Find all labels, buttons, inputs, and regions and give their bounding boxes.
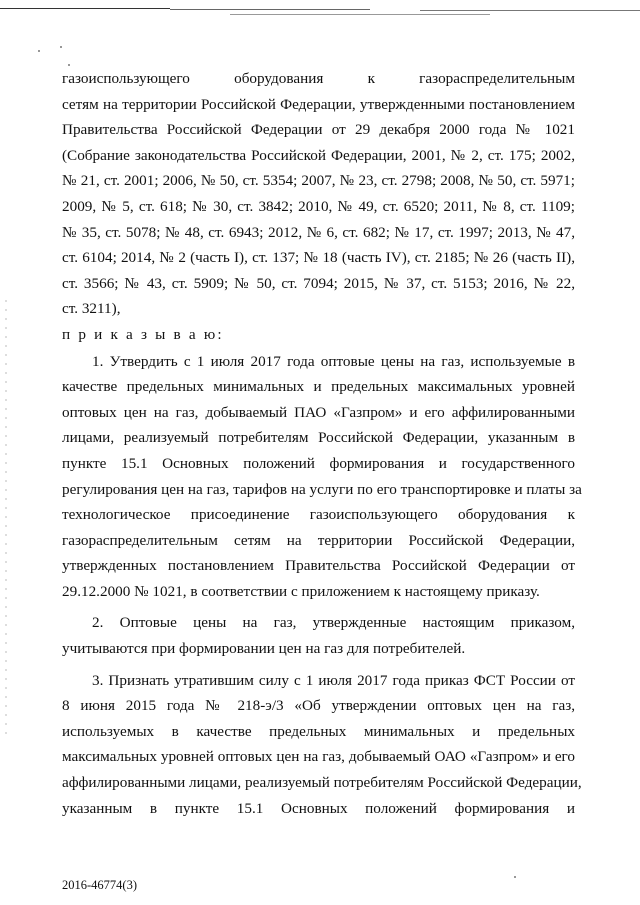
text-line: № 35, ст. 5078; № 48, ст. 6943; 2012, № 6, ст. 682; № 17, ст. 1997; 2013, № 47, xyxy=(62,223,575,241)
text-line: используемых в качестве предельных минимальных и предельных xyxy=(62,722,575,740)
text-line: 2. Оптовые цены на газ, утвержденные настоящим приказом, xyxy=(92,614,575,632)
text-line: утвержденных постановлением Правительства Российской Федерации от xyxy=(62,557,575,575)
item-2 xyxy=(62,610,575,661)
text-line: пункте 15.1 Основных положений формирования и государственного xyxy=(62,454,575,472)
text-line: аффилированными лицами, реализуемый потребителям Российской Федерации, xyxy=(62,774,582,792)
scan-edge-artifact xyxy=(5,300,7,740)
scan-speck xyxy=(514,876,516,878)
document-body xyxy=(62,66,582,821)
text-line: ст. 3566; № 43, ст. 5909; № 50, ст. 7094; 2015, № 37, ст. 5153; 2016, № 22, xyxy=(62,274,575,292)
scan-speck xyxy=(60,46,62,48)
text-line: газоиспользующего оборудования к газораспределительным xyxy=(62,70,575,87)
order-word: п р и к а з ы в а ю: xyxy=(62,325,224,343)
text-line: 1. Утвердить с 1 июля 2017 года оптовые цены на газ, используемые в xyxy=(92,352,575,370)
text-line: указанным в пункте 15.1 Основных положений формирования и xyxy=(62,799,575,817)
text-line: регулирования цен на газ, тарифов на услуги по его транспортировке и платы за xyxy=(62,480,582,498)
intro-paragraph xyxy=(62,66,575,322)
text-line: Правительства Российской Федерации от 29 декабря 2000 года № 1021 xyxy=(62,121,575,139)
scan-speck xyxy=(38,50,40,52)
text-line: максимальных уровней оптовых цен на газ, добываемый ОАО «Газпром» и его xyxy=(62,748,575,766)
text-line: качестве предельных минимальных и предельных максимальных уровней xyxy=(62,378,575,396)
text-line: 29.12.2000 № 1021, в соответствии с приложением к настоящему приказу. xyxy=(62,582,540,600)
item-1 xyxy=(62,349,582,605)
scan-header-artifact xyxy=(0,6,640,20)
text-line: № 21, ст. 2001; 2006, № 50, ст. 5354; 2007, № 23, ст. 2798; 2008, № 50, ст. 5971; xyxy=(62,172,575,190)
text-line: газораспределительным сетям на территории Российской Федерации, xyxy=(62,531,575,549)
text-line: 3. Признать утратившим силу с 1 июля 2017 года приказ ФСТ России от xyxy=(92,671,575,689)
text-line: (Собрание законодательства Российской Федерации, 2001, № 2, ст. 175; 2002, xyxy=(62,146,575,164)
text-line: ст. 3211), xyxy=(62,300,121,318)
text-line: ст. 6104; 2014, № 2 (часть I), ст. 137; № 18 (часть IV), ст. 2185; № 26 (часть II), xyxy=(62,249,575,267)
document-code: 2016-46774(3) xyxy=(62,878,137,892)
text-line: 2009, № 5, ст. 618; № 30, ст. 3842; 2010, № 49, ст. 6520; 2011, № 8, ст. 1109; xyxy=(62,197,575,215)
item-3 xyxy=(62,668,582,822)
text-line: лицами, реализуемый потребителям Российской Федерации, указанным в xyxy=(62,429,575,447)
text-line: оптовых цен на газ, добываемый ПАО «Газпром» и его аффилированными xyxy=(62,403,575,421)
text-line: технологическое присоединение газоиспользующего оборудования к xyxy=(62,506,575,524)
text-line: сетям на территории Российской Федерации, утвержденными постановлением xyxy=(62,95,575,113)
text-line: учитываются при формировании цен на газ для потребителей. xyxy=(62,640,466,658)
text-line: 8 июня 2015 года № 218-э/3 «Об утверждении оптовых цен на газ, xyxy=(62,697,575,715)
